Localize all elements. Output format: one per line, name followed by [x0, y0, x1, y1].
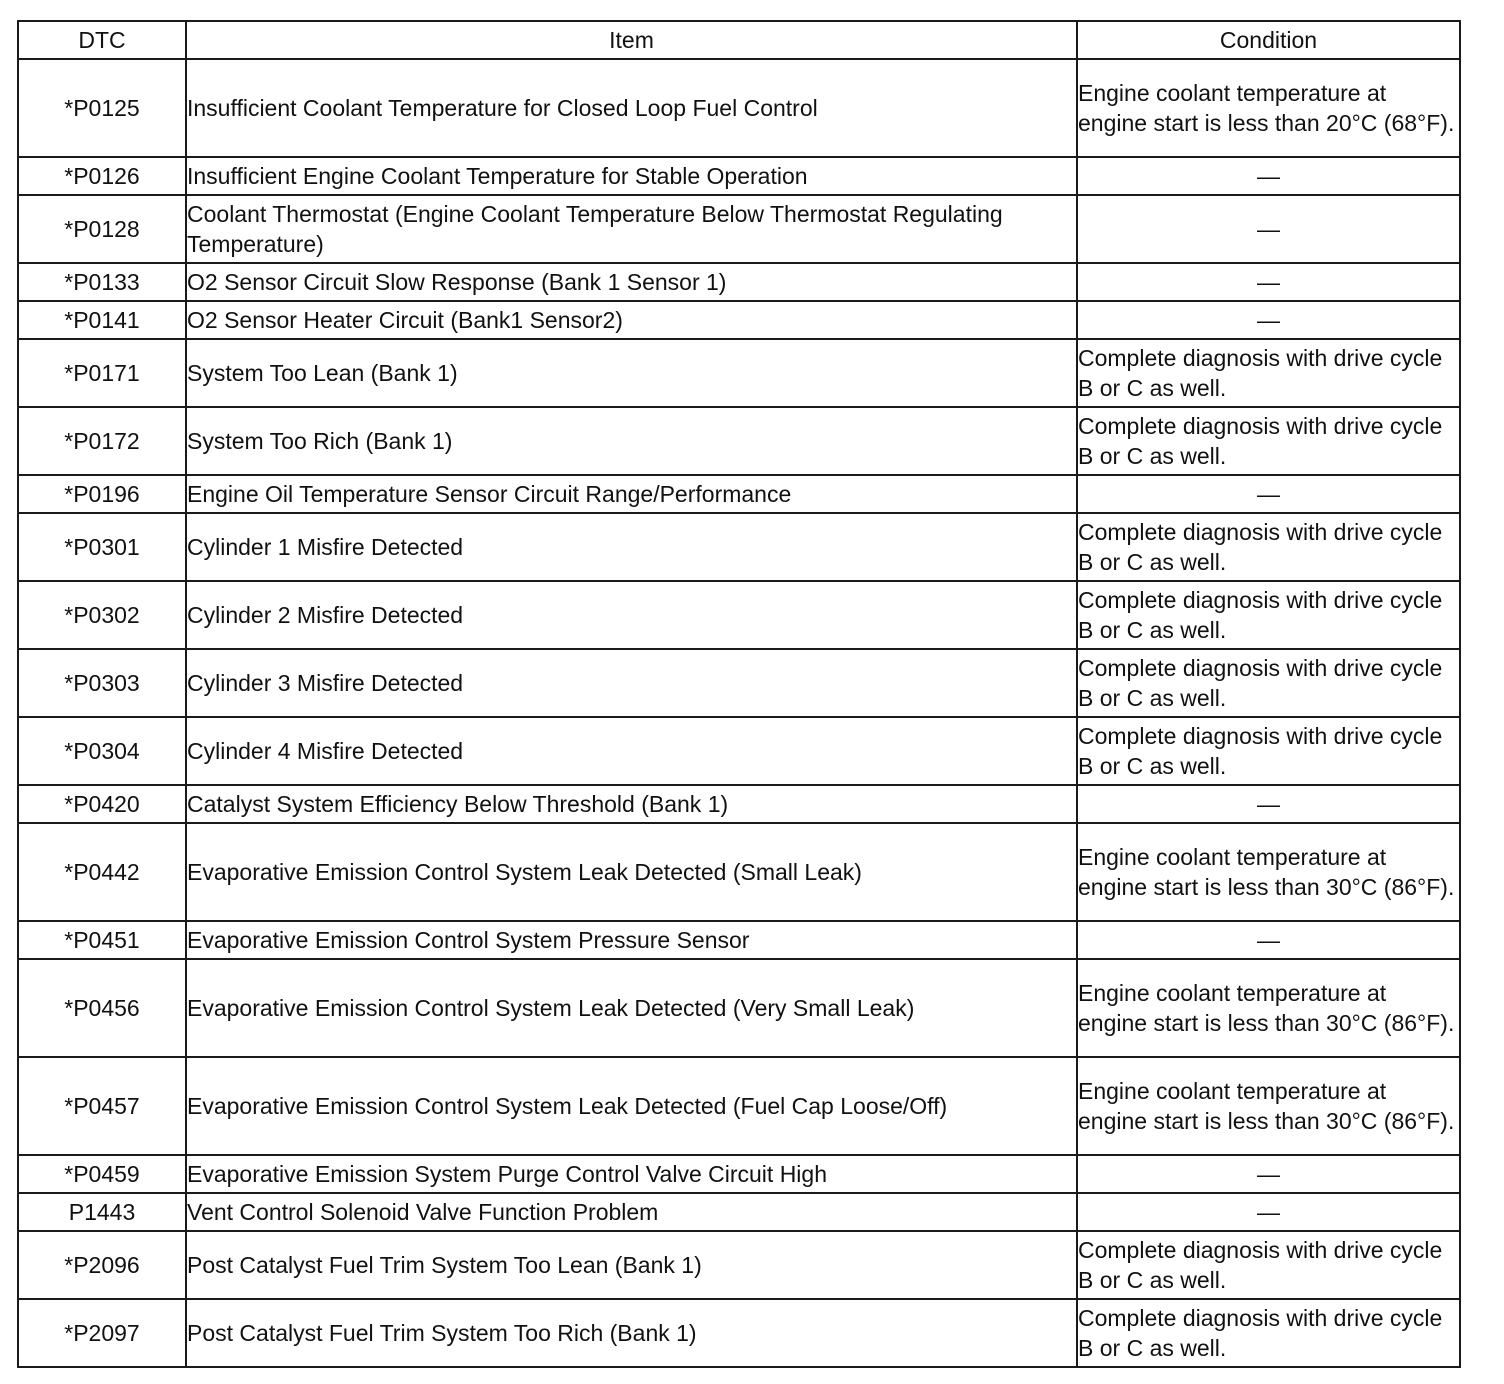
- condition-text: Complete diagnosis with drive cycle B or C as well.: [1077, 649, 1460, 717]
- condition-text: Engine coolant temperature at engine start is less than 20°C (68°F).: [1077, 59, 1460, 157]
- table-row: [18, 475, 1460, 513]
- table-row: [18, 263, 1460, 301]
- dtc-table: [17, 20, 1461, 1368]
- item-description: Insufficient Coolant Temperature for Closed Loop Fuel Control: [186, 59, 1077, 157]
- item-description: Evaporative Emission Control System Leak Detected (Very Small Leak): [186, 959, 1077, 1057]
- item-description: Coolant Thermostat (Engine Coolant Temperature Below Thermostat Regulating Temperature): [186, 195, 1077, 263]
- dtc-code: *P0172: [18, 407, 186, 475]
- condition-text: Engine coolant temperature at engine start is less than 30°C (86°F).: [1077, 959, 1460, 1057]
- condition-text: Complete diagnosis with drive cycle B or C as well.: [1077, 407, 1460, 475]
- dtc-code: *P0196: [18, 475, 186, 513]
- condition-text: Complete diagnosis with drive cycle B or C as well.: [1077, 581, 1460, 649]
- item-description: Cylinder 2 Misfire Detected: [186, 581, 1077, 649]
- dtc-code: *P0128: [18, 195, 186, 263]
- dtc-code: *P0456: [18, 959, 186, 1057]
- condition-text: Complete diagnosis with drive cycle B or C as well.: [1077, 717, 1460, 785]
- dtc-code: *P0301: [18, 513, 186, 581]
- item-description: O2 Sensor Heater Circuit (Bank1 Sensor2): [186, 301, 1077, 339]
- item-description: Evaporative Emission Control System Leak Detected (Fuel Cap Loose/Off): [186, 1057, 1077, 1155]
- item-description: O2 Sensor Circuit Slow Response (Bank 1 Sensor 1): [186, 263, 1077, 301]
- table-row: [18, 301, 1460, 339]
- table-row: [18, 59, 1460, 157]
- dtc-code: *P0141: [18, 301, 186, 339]
- dtc-code: *P0302: [18, 581, 186, 649]
- table-row: [18, 1155, 1460, 1193]
- item-description: Engine Oil Temperature Sensor Circuit Range/Performance: [186, 475, 1077, 513]
- table-row: [18, 823, 1460, 921]
- table-row: [18, 1299, 1460, 1367]
- dtc-code: *P0304: [18, 717, 186, 785]
- table-row: [18, 1193, 1460, 1231]
- condition-text: Engine coolant temperature at engine start is less than 30°C (86°F).: [1077, 1057, 1460, 1155]
- dtc-code: *P0303: [18, 649, 186, 717]
- header-row: [18, 21, 1460, 59]
- item-description: Vent Control Solenoid Valve Function Problem: [186, 1193, 1077, 1231]
- condition-text: —: [1077, 1155, 1460, 1193]
- item-description: Post Catalyst Fuel Trim System Too Lean (Bank 1): [186, 1231, 1077, 1299]
- table-row: [18, 581, 1460, 649]
- table-row: [18, 959, 1460, 1057]
- item-description: Cylinder 3 Misfire Detected: [186, 649, 1077, 717]
- table-row: [18, 1231, 1460, 1299]
- item-description: System Too Lean (Bank 1): [186, 339, 1077, 407]
- condition-text: Complete diagnosis with drive cycle B or C as well.: [1077, 339, 1460, 407]
- item-description: Catalyst System Efficiency Below Threshold (Bank 1): [186, 785, 1077, 823]
- condition-text: —: [1077, 475, 1460, 513]
- condition-text: —: [1077, 921, 1460, 959]
- condition-text: Complete diagnosis with drive cycle B or C as well.: [1077, 1231, 1460, 1299]
- header-condition: Condition: [1077, 21, 1460, 59]
- dtc-code: *P0451: [18, 921, 186, 959]
- dtc-code: *P0133: [18, 263, 186, 301]
- condition-text: —: [1077, 263, 1460, 301]
- table-row: [18, 1057, 1460, 1155]
- condition-text: —: [1077, 157, 1460, 195]
- table-row: [18, 339, 1460, 407]
- table-row: [18, 157, 1460, 195]
- dtc-code: *P0457: [18, 1057, 186, 1155]
- item-description: Evaporative Emission Control System Leak Detected (Small Leak): [186, 823, 1077, 921]
- header-item: Item: [186, 21, 1077, 59]
- table-row: [18, 407, 1460, 475]
- dtc-code: *P0125: [18, 59, 186, 157]
- table-row: [18, 513, 1460, 581]
- dtc-code: *P2097: [18, 1299, 186, 1367]
- dtc-code: *P0126: [18, 157, 186, 195]
- item-description: Post Catalyst Fuel Trim System Too Rich (Bank 1): [186, 1299, 1077, 1367]
- item-description: Evaporative Emission Control System Pressure Sensor: [186, 921, 1077, 959]
- dtc-code: *P0420: [18, 785, 186, 823]
- item-description: Cylinder 4 Misfire Detected: [186, 717, 1077, 785]
- condition-text: Complete diagnosis with drive cycle B or C as well.: [1077, 513, 1460, 581]
- header-dtc: DTC: [18, 21, 186, 59]
- condition-text: —: [1077, 301, 1460, 339]
- item-description: System Too Rich (Bank 1): [186, 407, 1077, 475]
- table-row: [18, 785, 1460, 823]
- item-description: Cylinder 1 Misfire Detected: [186, 513, 1077, 581]
- dtc-code: *P2096: [18, 1231, 186, 1299]
- condition-text: —: [1077, 195, 1460, 263]
- table-row: [18, 195, 1460, 263]
- condition-text: Engine coolant temperature at engine start is less than 30°C (86°F).: [1077, 823, 1460, 921]
- item-description: Evaporative Emission System Purge Control Valve Circuit High: [186, 1155, 1077, 1193]
- table-row: [18, 921, 1460, 959]
- dtc-code: *P0171: [18, 339, 186, 407]
- condition-text: —: [1077, 785, 1460, 823]
- dtc-code: *P0459: [18, 1155, 186, 1193]
- condition-text: Complete diagnosis with drive cycle B or C as well.: [1077, 1299, 1460, 1367]
- table-row: [18, 649, 1460, 717]
- dtc-code: P1443: [18, 1193, 186, 1231]
- dtc-code: *P0442: [18, 823, 186, 921]
- table-row: [18, 717, 1460, 785]
- condition-text: —: [1077, 1193, 1460, 1231]
- item-description: Insufficient Engine Coolant Temperature for Stable Operation: [186, 157, 1077, 195]
